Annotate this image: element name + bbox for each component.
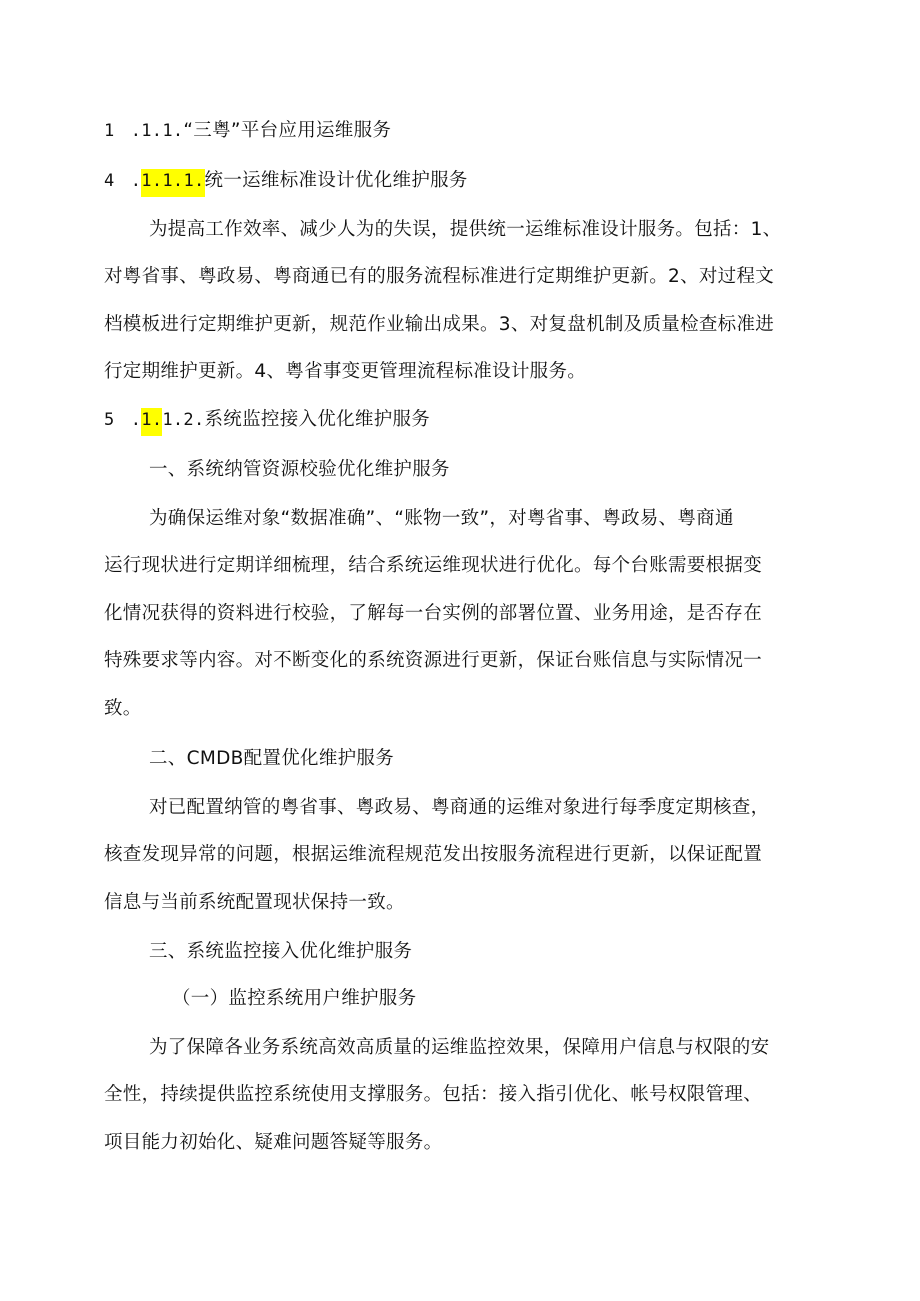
paragraph-2-line-4: 特殊要求等内容。对不断变化的系统资源进行更新，保证台账信息与实际情况一 (104, 650, 763, 671)
section-1-title: 一、系统纳管资源校验优化维护服务 (149, 459, 450, 480)
paragraph-3-line-1: 对已配置纳管的粤省事、粤政易、粤商通的运维对象进行每季度定期核查， (149, 797, 770, 818)
paragraph-1-line-4: 行定期维护更新。4、粤省事变更管理流程标准设计服务。 (104, 361, 587, 382)
heading-3-title: 系统监控接入优化维护服务 (204, 409, 431, 430)
paragraph-1-line-3: 档模板进行定期维护更新，规范作业输出成果。3、对复盘机制及质量检查标准进 (104, 314, 775, 335)
paragraph-2-line-2: 运行现状进行定期详细梳理，结合系统运维现状进行优化。每个台账需要根据变 (104, 555, 763, 576)
heading-2-title: 统一运维标准设计优化维护服务 (204, 170, 468, 191)
paragraph-2-line-1: 为确保运维对象“数据准确”、“账物一致”，对粤省事、粤政易、粤商通 (149, 508, 734, 529)
heading-2-number-b: . (130, 171, 142, 191)
heading-3-number-a: 5 (104, 410, 115, 430)
heading-2-highlight-3: 1. (183, 169, 204, 197)
section-2-title: 二、CMDB配置优化维护服务 (149, 748, 395, 769)
heading-1-number-b: .1.1. (130, 121, 184, 141)
heading-2-highlight-2: 1. (162, 169, 183, 197)
paragraph-2-line-5: 致。 (104, 698, 142, 719)
paragraph-3-line-2: 核查发现异常的问题，根据运维流程规范发出按服务流程进行更新，以保证配置 (104, 844, 763, 865)
heading-3 (104, 405, 920, 435)
paragraph-1-line-1: 为提高工作效率、减少人为的失误，提供统一运维标准设计服务。包括：1、 (149, 219, 782, 240)
heading-1-title: “三粤”平台应用运维服务 (183, 120, 392, 141)
paragraph-1-line-2: 对粤省事、粤政易、粤商通已有的服务流程标准进行定期维护更新。2、对过程文 (104, 266, 775, 287)
heading-3-number-b: . (130, 410, 142, 430)
paragraph-4-line-3: 项目能力初始化、疑难问题答疑等服务。 (104, 1132, 443, 1153)
paragraph-3-line-3: 信息与当前系统配置现状保持一致。 (104, 892, 405, 913)
paragraph-2-line-3: 化情况获得的资料进行校验，了解每一台实例的部署位置、业务用途，是否存在 (104, 603, 763, 624)
section-3-subtitle: （一）监控系统用户维护服务 (172, 988, 417, 1009)
paragraph-4-line-1: 为了保障各业务系统高效高质量的运维监控效果，保障用户信息与权限的安 (149, 1037, 770, 1058)
section-3-title: 三、系统监控接入优化维护服务 (149, 941, 413, 962)
heading-1 (104, 116, 920, 146)
heading-1-number-a: 1 (104, 121, 115, 141)
heading-2 (104, 166, 920, 196)
heading-2-highlight-1: 1. (141, 169, 162, 197)
heading-2-number-a: 4 (104, 171, 115, 191)
heading-3-highlight-1: 1. (141, 408, 162, 436)
heading-3-number-rest: 1.2. (162, 410, 205, 430)
paragraph-4-line-2: 全性，持续提供监控系统使用支撑服务。包括：接入指引优化、帐号权限管理、 (104, 1084, 763, 1105)
